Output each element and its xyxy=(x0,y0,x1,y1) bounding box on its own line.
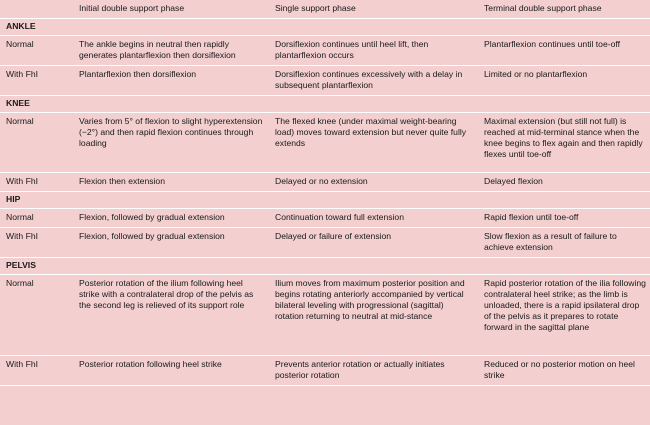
cell-single: Ilium moves from maximum posterior position and begins rotating anteriorly accompanied by vertical bilateral leveling with progressional (sagittal) rotation returning to neutral at mid-stance xyxy=(269,275,478,356)
cell-initial: Plantarflexion then dorsiflexion xyxy=(73,66,269,96)
cell-initial: The ankle begins in neutral then rapidly generates plantarflexion then dorsiflexion xyxy=(73,36,269,66)
row-label: With FhI xyxy=(0,66,73,96)
header-initial-double-support: Initial double support phase xyxy=(73,0,269,19)
cell-single: Delayed or no extension xyxy=(269,173,478,192)
section-row-knee xyxy=(0,96,650,113)
row-label: Normal xyxy=(0,113,73,173)
table-row xyxy=(0,275,650,356)
cell-initial: Flexion, followed by gradual extension xyxy=(73,209,269,228)
cell-single: Dorsiflexion continues until heel lift, then plantarflexion occurs xyxy=(269,36,478,66)
table-row xyxy=(0,66,650,96)
cell-terminal: Slow flexion as a result of failure to achieve extension xyxy=(478,228,650,258)
cell-terminal: Delayed flexion xyxy=(478,173,650,192)
cell-initial: Flexion then extension xyxy=(73,173,269,192)
cell-terminal: Plantarflexion continues until toe-off xyxy=(478,36,650,66)
table-row xyxy=(0,209,650,228)
cell-initial: Posterior rotation following heel strike xyxy=(73,356,269,386)
section-row-hip xyxy=(0,192,650,209)
row-label: Normal xyxy=(0,209,73,228)
header-terminal-double-support: Terminal double support phase xyxy=(478,0,650,19)
header-row xyxy=(0,0,650,19)
section-title: HIP xyxy=(0,192,650,209)
cell-single: Delayed or failure of extension xyxy=(269,228,478,258)
cell-single: Dorsiflexion continues excessively with a delay in subsequent plantarflexion xyxy=(269,66,478,96)
cell-initial: Posterior rotation of the ilium following heel strike with a contralateral drop of the pelvis as the second leg is relieved of its support role xyxy=(73,275,269,356)
cell-initial: Varies from 5° of flexion to slight hyperextension (−2°) and then rapid flexion continues through loading xyxy=(73,113,269,173)
header-corner xyxy=(0,0,73,19)
cell-terminal: Rapid flexion until toe-off xyxy=(478,209,650,228)
cell-single: Prevents anterior rotation or actually initiates posterior rotation xyxy=(269,356,478,386)
row-label: Normal xyxy=(0,275,73,356)
table-row xyxy=(0,356,650,386)
row-label: With FhI xyxy=(0,356,73,386)
table-row xyxy=(0,113,650,173)
section-row-pelvis xyxy=(0,258,650,275)
table-row xyxy=(0,36,650,66)
row-label: With FhI xyxy=(0,228,73,258)
cell-single: The flexed knee (under maximal weight-bearing load) moves toward extension but never quite fully extends xyxy=(269,113,478,173)
row-label: Normal xyxy=(0,36,73,66)
section-row-ankle xyxy=(0,19,650,36)
cell-terminal: Rapid posterior rotation of the ilia following contralateral heel strike; as the limb is unloaded, there is a rapid ipsilateral drop of the pelvis as it prepares to rotate forward in the sagittal plane xyxy=(478,275,650,356)
cell-initial: Flexion, followed by gradual extension xyxy=(73,228,269,258)
row-label: With FhI xyxy=(0,173,73,192)
cell-single: Continuation toward full extension xyxy=(269,209,478,228)
section-title: KNEE xyxy=(0,96,650,113)
section-title: ANKLE xyxy=(0,19,650,36)
cell-terminal: Maximal extension (but still not full) is reached at mid-terminal stance when the knee begins to flex again and then rapidly flexes until toe-off xyxy=(478,113,650,173)
table-row xyxy=(0,228,650,258)
section-title: PELVIS xyxy=(0,258,650,275)
cell-terminal: Reduced or no posterior motion on heel strike xyxy=(478,356,650,386)
header-single-support: Single support phase xyxy=(269,0,478,19)
cell-terminal: Limited or no plantarflexion xyxy=(478,66,650,96)
table-row xyxy=(0,173,650,192)
